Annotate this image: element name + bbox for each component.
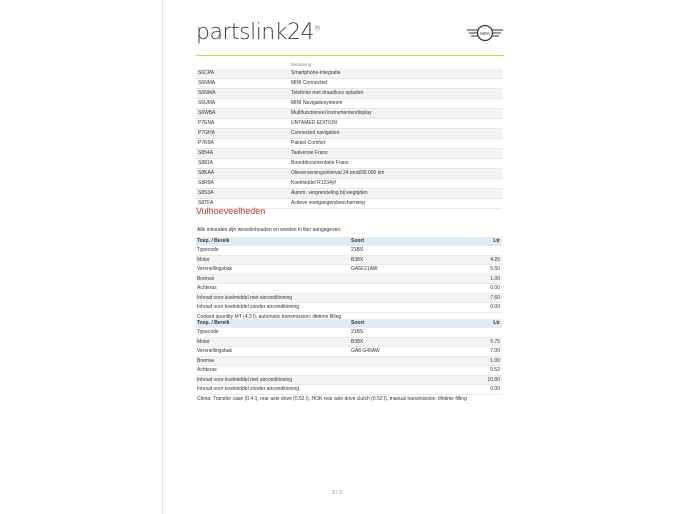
table-row	[196, 99, 502, 109]
table-cell: Typecode	[197, 329, 219, 335]
table-caption: Coolant quantity MT (4.3 l), automatic transmission: lifetime filling	[197, 313, 342, 320]
table-cell: GA8 G45AW	[351, 348, 380, 354]
option-name: Multifunctioneel instrumentendisplay	[291, 110, 372, 116]
table-row	[196, 265, 502, 275]
table-cell: B38X	[351, 256, 364, 263]
table-row	[196, 357, 502, 367]
option-name: Smartphone-integratie	[291, 70, 341, 76]
options-table	[196, 61, 502, 209]
table-cell: 7.00	[490, 348, 500, 354]
option-code: P7R9A	[198, 140, 214, 146]
table-cell: 4.25	[490, 256, 500, 263]
table-cell: Motor	[197, 338, 210, 345]
table-caption: China: Transfer case (0.4 l), rear axle drive (0.52 l), HOK rear axle drive clutch (0.52 l), manual transmission: lifetime filling	[197, 395, 467, 402]
option-name: Olieverversingsinterval 24 mnd/30.000 km	[291, 170, 385, 176]
option-name: Taalversie Frans	[291, 150, 328, 156]
option-name: Boorddocumentatie Frans	[291, 160, 349, 166]
option-name: Connected navigation	[291, 130, 340, 136]
table-row	[196, 69, 502, 79]
table-row	[196, 376, 502, 386]
table-cell	[351, 376, 451, 385]
option-code: S6WBA	[198, 110, 216, 116]
table-row	[196, 179, 502, 189]
section-title: Vulhoeveelheden	[196, 206, 266, 216]
fill-table-2	[196, 319, 502, 404]
table-row	[196, 129, 502, 139]
table-row	[196, 275, 502, 285]
table-cell: 1.00	[490, 275, 500, 282]
table-row	[196, 159, 502, 169]
option-code: S6UMA	[198, 100, 216, 106]
table-row	[196, 338, 502, 348]
option-code: S8S3A	[198, 190, 214, 196]
table-cell	[351, 303, 451, 312]
table-row	[196, 246, 502, 256]
table-cell: Inhoud voor koelmiddel met airconditioning	[197, 376, 293, 383]
table-row	[196, 109, 502, 119]
table-cell: Achteras	[197, 285, 217, 291]
table-row	[196, 79, 502, 89]
options-column-header: Benaming	[291, 62, 312, 67]
table-cell: Achteras	[197, 367, 217, 373]
table-cell: Inhoud voor koelmiddel met airconditioning	[197, 294, 293, 301]
option-code: S6NMA	[198, 80, 216, 86]
partslink24-logo: partslink24®	[196, 20, 321, 45]
option-name: Actieve voetgangersbescherming	[291, 200, 365, 206]
table-cell: 0.52	[490, 367, 500, 373]
table-cell: 10.80	[487, 376, 500, 383]
table-cell	[351, 357, 451, 366]
option-code: S8R9A	[198, 180, 214, 186]
option-name: Telefonie met draadloos opladen	[291, 90, 364, 96]
option-code: S854A	[198, 150, 214, 156]
option-name: MINI Navigatiesysteem	[291, 100, 343, 106]
table-cell: Inhoud voor koelmiddel zonder airconditioning	[197, 386, 300, 392]
option-code: P7GHA	[198, 130, 215, 136]
table-cell: 21BS	[351, 329, 364, 335]
table-row	[196, 328, 502, 338]
option-code: S8KAA	[198, 170, 215, 176]
table-header: Toep. / Bereik Soort Ltr	[197, 238, 500, 244]
table-header: Toep. / Bereik Soort Ltr	[197, 320, 500, 326]
fill-table-1	[196, 237, 502, 322]
table-cell	[451, 328, 502, 337]
table-cell: 0.00	[490, 386, 500, 392]
table-row	[196, 347, 502, 357]
table-cell: Motor	[197, 256, 210, 263]
table-row	[196, 189, 502, 199]
table-cell: Typecode	[197, 247, 219, 253]
option-name: Pakket Comfort	[291, 140, 326, 146]
table-row	[196, 294, 502, 304]
table-cell: B38X	[351, 338, 364, 345]
table-row	[196, 139, 502, 149]
option-code: P7ENA	[198, 120, 215, 126]
header-divider	[196, 55, 504, 56]
table-row	[196, 149, 502, 159]
table-cell: 5.75	[490, 338, 500, 345]
table-row	[196, 385, 502, 395]
option-code: S881A	[198, 160, 214, 166]
table-cell: GA6F21AW	[351, 266, 378, 272]
table-cell	[351, 385, 451, 394]
page-number: 3 / 3	[332, 490, 342, 496]
option-name: MINI Connected	[291, 80, 328, 86]
table-row	[196, 256, 502, 266]
table-cell: 0.00	[490, 285, 500, 291]
table-cell	[351, 366, 451, 375]
svg-text:MINI: MINI	[480, 31, 490, 36]
table-cell	[451, 246, 502, 255]
option-code: S8TFA	[198, 200, 214, 206]
table-cell: 5.50	[490, 266, 500, 272]
table-row	[196, 169, 502, 179]
table-cell: Versnellingsbak	[197, 266, 233, 272]
table-row	[196, 119, 502, 129]
option-code: S6NWA	[198, 90, 216, 96]
mini-logo-icon	[466, 22, 504, 44]
table-cell: Inhoud voor koelmiddel zonder airconditioning	[197, 304, 300, 310]
table-row	[196, 303, 502, 313]
table-cell	[351, 294, 451, 303]
fill-note: Alle inhouden zijn wisselinhouden en worden in liter aangegeven.	[197, 227, 342, 233]
option-name: UNTAMED EDITION	[291, 120, 338, 126]
table-row	[196, 366, 502, 376]
table-cell: Versnellingsbak	[197, 348, 233, 354]
table-cell: Bremse	[197, 357, 215, 364]
table-cell: 7.60	[490, 294, 500, 301]
table-cell	[351, 284, 451, 293]
table-row	[196, 284, 502, 294]
table-cell: Bremse	[197, 275, 215, 282]
option-name: Koelmiddel R1234yf	[291, 180, 336, 186]
table-cell: 21BS	[351, 247, 364, 253]
table-cell: 0.00	[490, 304, 500, 310]
option-code: S6CPA	[198, 70, 215, 76]
table-row	[196, 89, 502, 99]
table-cell	[351, 275, 451, 284]
table-cell: 1.00	[490, 357, 500, 364]
option-name: Autom. vergrendeling bij wegrijden	[291, 190, 368, 196]
